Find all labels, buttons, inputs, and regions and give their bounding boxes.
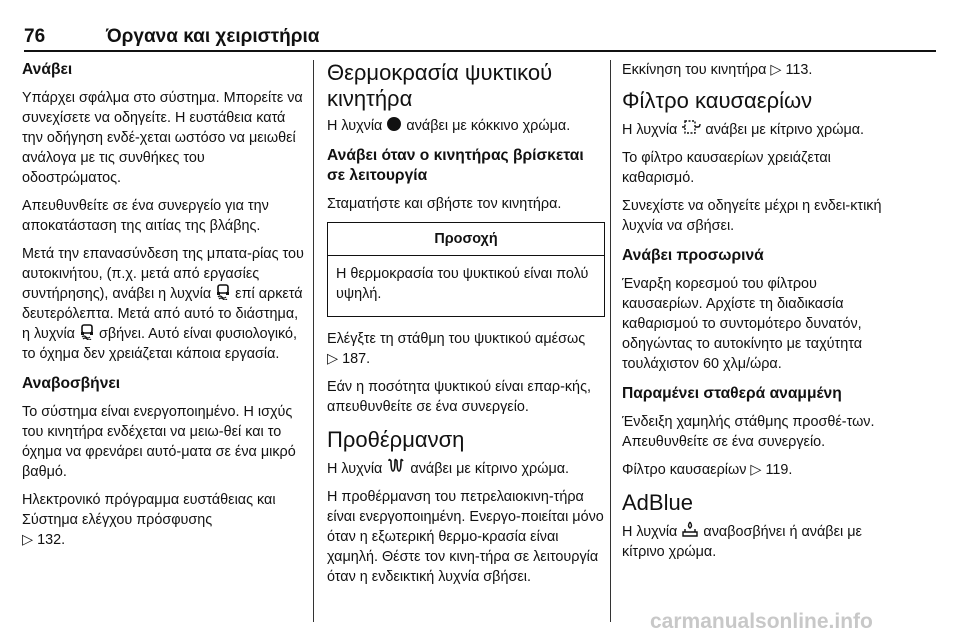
watermark: carmanualsonline.info	[650, 610, 873, 633]
heading-preheating: Προθέρμανση	[327, 427, 465, 452]
page-reference[interactable]: 187.	[342, 351, 371, 367]
text: αναβοσβήνει ή ανάβει με κίτρινο χρώμα.	[622, 524, 862, 560]
paragraph	[622, 520, 892, 562]
text: Μετά την επανασύνδεση της μπατα-ρίας του αυτοκινήτου, (π.χ. μετά από εργασίες συντήρησης), ανάβει η λυχνία	[22, 246, 304, 302]
page-number: 76	[24, 26, 46, 47]
text: επί αρκετά δευτερόλεπτα. Μετά από αυτό το διάστημα, η λυχνία	[22, 286, 303, 342]
text: ανάβει με κίτρινο χρώμα.	[410, 461, 570, 477]
glow-plug-icon	[386, 457, 406, 475]
caution-box	[327, 222, 605, 317]
heading-engine-running: Ανάβει όταν ο κινητήρας βρίσκεται σε λειτουργία	[327, 147, 584, 184]
text: Ηλεκτρονικό πρόγραμμα ευστάθειας και Σύστημα ελέγχου πρόσφυσης	[22, 492, 276, 528]
heading-adblue: AdBlue	[622, 490, 693, 515]
page-ref-arrow-icon: ▷	[327, 351, 339, 367]
text: Η λυχνία	[622, 524, 678, 540]
heading-ignition: Ανάβει	[22, 61, 73, 78]
paragraph: Συνεχίστε να οδηγείτε μέχρι η ενδει-κτική λυχνία να σβήσει.	[622, 198, 882, 234]
paragraph	[22, 244, 305, 364]
esc-skid-icon	[79, 324, 95, 340]
header-rule	[24, 50, 936, 52]
coolant-lamp-icon	[386, 116, 402, 138]
heading-flashing: Αναβοσβήνει	[22, 375, 121, 392]
text: ανάβει με κόκκινο χρώμα.	[406, 118, 571, 134]
text: Ελέγξτε τη στάθμη του ψυκτικού αμέσως	[327, 331, 586, 347]
text: Εκκίνηση του κινητήρα	[622, 62, 767, 78]
paragraph	[622, 60, 892, 80]
column-divider-2	[610, 60, 611, 622]
paragraph	[622, 460, 892, 480]
paragraph	[327, 329, 605, 369]
page-ref-arrow-icon: ▷	[770, 62, 782, 78]
caution-text: Η θερμοκρασία του ψυκτικού είναι πολύ υψηλή.	[336, 266, 589, 302]
text: ανάβει με κίτρινο χρώμα.	[705, 122, 865, 138]
column-2	[327, 60, 605, 620]
adblue-icon	[681, 520, 699, 538]
paragraph: Το φίλτρο καυσαερίων χρειάζεται καθαρισμό.	[622, 150, 831, 186]
page-header	[24, 0, 936, 52]
caution-title: Προσοχή	[328, 223, 604, 256]
page-reference[interactable]: 119.	[765, 462, 793, 478]
page-ref-arrow-icon: ▷	[750, 462, 762, 478]
heading-steady-on: Παραμένει σταθερά αναμμένη	[622, 385, 842, 402]
text: Η λυχνία	[622, 122, 678, 138]
paragraph: Εάν η ποσότητα ψυκτικού είναι επαρ-κής, απευθυνθείτε σε ένα συνεργείο.	[327, 379, 591, 415]
text: σβήνει. Αυτό είναι φυσιολογικό, το όχημα δεν χρειάζεται κάποια εργασία.	[22, 326, 298, 362]
paragraph: Το σύστημα είναι ενεργοποιημένο. Η ισχύς του κινητήρα ενδέχεται να μειω-θεί και το όχημα να φρενάρει αυτό-ματα σε ένα μικρό βαθμό.	[22, 404, 296, 480]
text: Η λυχνία	[327, 118, 383, 134]
column-3	[622, 60, 892, 620]
esc-skid-icon	[215, 284, 231, 300]
text: Η λυχνία	[327, 461, 383, 477]
page-ref-arrow-icon: ▷	[22, 532, 34, 548]
chapter-title: Όργανα και χειριστήρια	[106, 26, 320, 47]
paragraph: Ένδειξη χαμηλής στάθμης προσθέ-των. Απευθυνθείτε σε ένα συνεργείο.	[622, 414, 875, 450]
column-1	[22, 60, 305, 620]
heading-coolant-temperature: Θερμοκρασία ψυκτικού κινητήρα	[327, 60, 553, 111]
paragraph: Σταματήστε και σβήστε τον κινητήρα.	[327, 196, 562, 212]
heading-temporarily-on: Ανάβει προσωρινά	[622, 247, 764, 264]
column-divider-1	[313, 60, 314, 622]
paragraph: Η προθέρμανση του πετρελαιοκινη-τήρα είναι ενεργοποιημένη. Ενεργο-ποιείται μόνο όταν η εξωτερική θερμο-κρασία είναι χαμηλή. Θέστε τον κινη-τήρα σε λειτουργία όταν η ενδεικτική λυχνία σβήσει.	[327, 489, 604, 585]
paragraph: Έναρξη κορεσμού του φίλτρου καυσαερίων. Αρχίστε τη διαδικασία καθαρισμού το συντομότερο δυνατόν, οδηγώντας το αυτοκίνητο με ταχύτητα τουλάχιστον 60 χλμ/ώρα.	[622, 276, 863, 372]
exhaust-filter-icon	[681, 118, 701, 136]
page-reference[interactable]: 132.	[37, 532, 66, 548]
paragraph	[622, 118, 892, 140]
paragraph	[327, 116, 605, 138]
paragraph: Υπάρχει σφάλμα στο σύστημα. Μπορείτε να συνεχίσετε να οδηγείτε. Η ευστάθεια κατά την οδήγηση ενδέ-χεται ωστόσο να μειωθεί ανάλογα με τις συνθήκες του οδοστρώματος.	[22, 90, 303, 186]
paragraph	[327, 457, 605, 479]
paragraph	[22, 490, 305, 550]
page-reference[interactable]: 113.	[785, 62, 813, 78]
heading-exhaust-filter: Φίλτρο καυσαερίων	[622, 88, 813, 113]
text: Φίλτρο καυσαερίων	[622, 462, 747, 478]
paragraph: Απευθυνθείτε σε ένα συνεργείο για την αποκατάσταση της αιτίας της βλάβης.	[22, 198, 269, 234]
